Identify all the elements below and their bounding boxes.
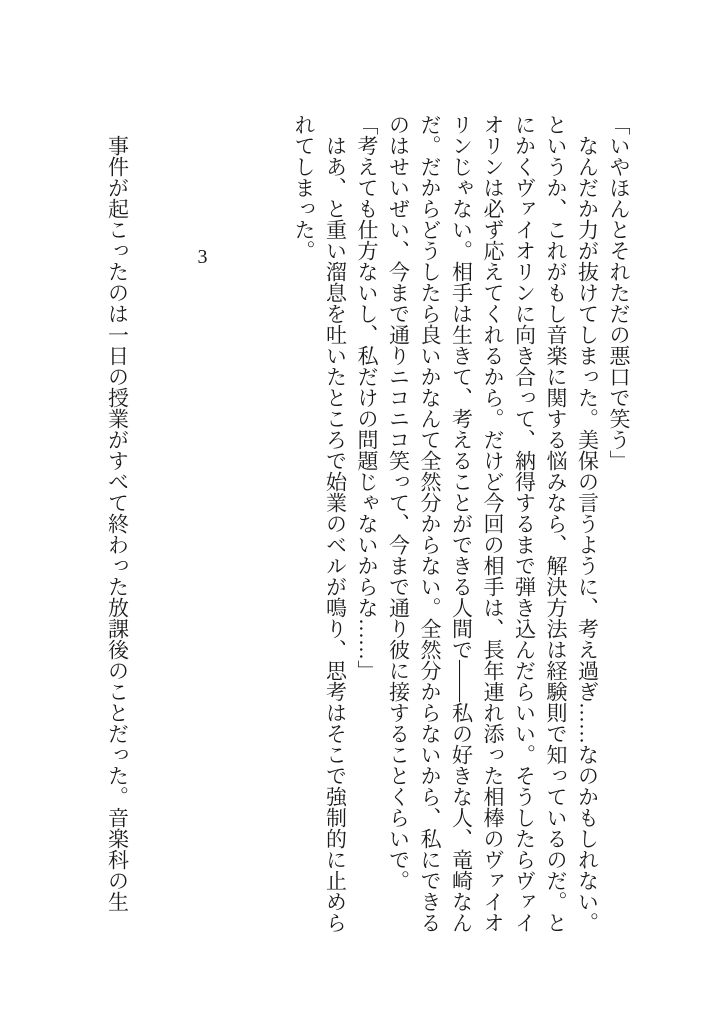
section-number: 3: [191, 246, 214, 268]
vertical-text-area: [74, 114, 634, 940]
narration-paragraph: 事件が起こったのは一日の授業がすべて終わった放課後のことだった。音楽科の生: [105, 135, 130, 912]
narration-paragraph: はあ、と重い溜息を吐いたところで始業のベルが鳴り、思考はそこで強制的に止められてしまった。: [292, 114, 348, 933]
narration-paragraph: なんだか力が抜けてしまった。美保の言うように、考え過ぎ……なのかもしれない。というか、これがもし音楽に関する悩みなら、解決方法は経験則で知っているのだ。とにかくヴァイオリンに向き合って、納得するまで弾き込んだらいい。そうしたらヴァイオリンは必ず応えてくれるから。だけど今回の相手は、長年連れ添った相棒のヴァイオリンじゃない。相手は生きて、考えることができる人間で――私の好きな人、竜崎なんだ。だからどうしたら良いかなんて全然分からない。全然分からないから、私にできるのはせいぜい、今まで通りニコニコ笑って、今まで通り彼に接することくらいで。: [386, 114, 600, 933]
dialogue-paragraph: 「考えても仕方ないし、私だけの問題じゃないからな……」: [355, 114, 379, 681]
dialogue-paragraph: 「いやほんとそれただの悪口で笑う」: [607, 114, 631, 471]
